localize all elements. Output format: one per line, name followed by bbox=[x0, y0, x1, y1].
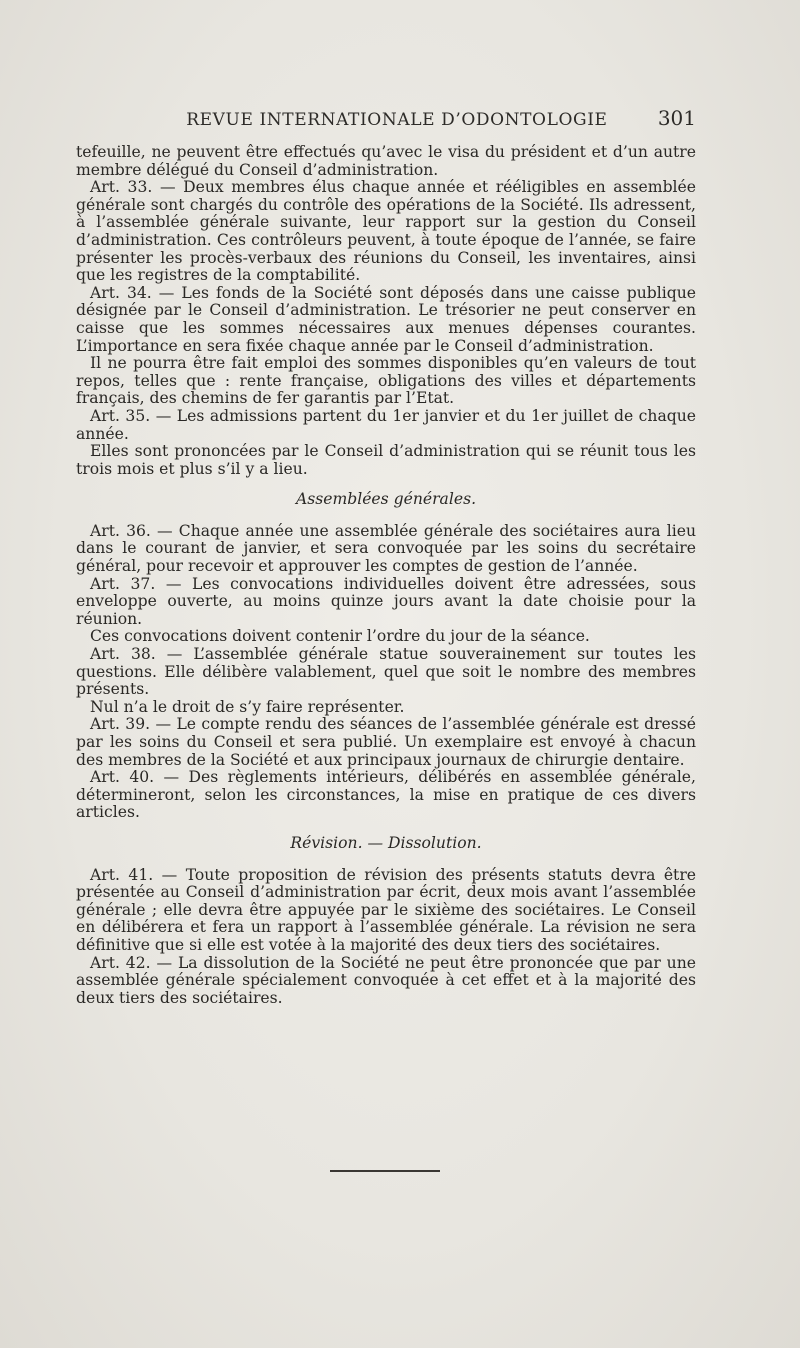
paragraph-art-36: Art. 36. — Chaque année une assemblée générale des sociétaires aura lieu dans le courant de janvier, et sera convoquée par les soins du secrétaire général, pour recevoir et approuver les comptes de gestion de l’année. bbox=[76, 521, 696, 576]
running-head: REVUE INTERNATIONALE D’ODONTOLOGIE bbox=[186, 110, 608, 130]
paragraph-art-40: Art. 40. — Des règlements intérieurs, délibérés en assemblée générale, détermineront, selon les circonstances, la mise en pratique de ces divers articles. bbox=[76, 768, 696, 822]
paragraph-art-33: Art. 33. — Deux membres élus chaque année et rééligibles en assemblée générale sont chargés du contrôle des opérations de la Société. Ils adressent, à l’assemblée générale suivante, leur rapport sur la gestion du Conseil d’administration. Ces contrôleurs peuvent, à toute époque de l’année, se faire présenter les procès-verbaux des réunions du Conseil, les inventaires, ainsi que les registres de la comptabilité. bbox=[76, 178, 696, 285]
section-title-revision: Révision. — Dissolution. bbox=[290, 833, 482, 852]
paragraph: Elles sont prononcées par le Conseil d’administration qui se réunit tous les trois mois et plus s’il y a lieu. bbox=[76, 442, 696, 478]
section-title-assemblees: Assemblées générales. bbox=[295, 490, 477, 509]
page-header bbox=[76, 106, 696, 136]
paragraph-art-37: Art. 37. — Les convocations individuelles doivent être adressées, sous enveloppe ouverte, au moins quinze jours avant la date choisie pour la réunion. bbox=[76, 574, 696, 628]
paragraph: Ces convocations doivent contenir l’ordre du jour de la séance. bbox=[90, 627, 590, 646]
paragraph-art-34: Art. 34. — Les fonds de la Société sont déposés dans une caisse publique désignée par le Conseil d’administration. Le trésorier ne peut conserver en caisse que les sommes nécessaires aux menues dépenses courantes. L’importance en sera fixée chaque année par le Conseil d’administration. bbox=[76, 283, 696, 355]
paragraph-art-39: Art. 39. — Le compte rendu des séances de l’assemblée générale est dressé par les soins du Conseil et sera publié. Un exemplaire est envoyé à chacun des membres de la Société et aux principaux journaux de chirurgie dentaire. bbox=[76, 715, 696, 769]
page-number: 301 bbox=[657, 106, 696, 130]
paragraph: Il ne pourra être fait emploi des sommes disponibles qu’en valeurs de tout repos, telles que : rente française, obligations des villes et départements français, des chemins de fer garantis par l’Etat. bbox=[76, 354, 696, 408]
paragraph-art-35: Art. 35. — Les admissions partent du 1er janvier et du 1er juillet de chaque année. bbox=[76, 406, 696, 443]
paragraph: tefeuille, ne peuvent être effectués qu’avec le visa du président et d’un autre membre délégué du Conseil d’administration. bbox=[76, 143, 696, 179]
paragraph-art-41: Art. 41. — Toute proposition de révision des présents statuts devra être présentée au Conseil d’administration par écrit, deux mois avant l’assemblée générale ; elle devra être appuyée par le sixième des sociétaires. Le Conseil en délibérera et fera un rapport à l’assemblée générale. La révision ne sera définitive que si elle est votée à la majorité des deux tiers des sociétaires. bbox=[76, 865, 696, 954]
paragraph: Nul n’a le droit de s’y faire représenter. bbox=[90, 697, 405, 716]
paragraph-art-38: Art. 38. — L’assemblée générale statue souverainement sur toutes les questions. Elle délibère valablement, quel que soit le nombre des membres présents. bbox=[76, 645, 696, 699]
end-rule bbox=[330, 1170, 440, 1172]
body-text bbox=[76, 144, 696, 1007]
paragraph-art-42: Art. 42. — La dissolution de la Société ne peut être prononcée que par une assemblée générale spécialement convoquée à cet effet et à la majorité des deux tiers des sociétaires. bbox=[76, 953, 696, 1007]
